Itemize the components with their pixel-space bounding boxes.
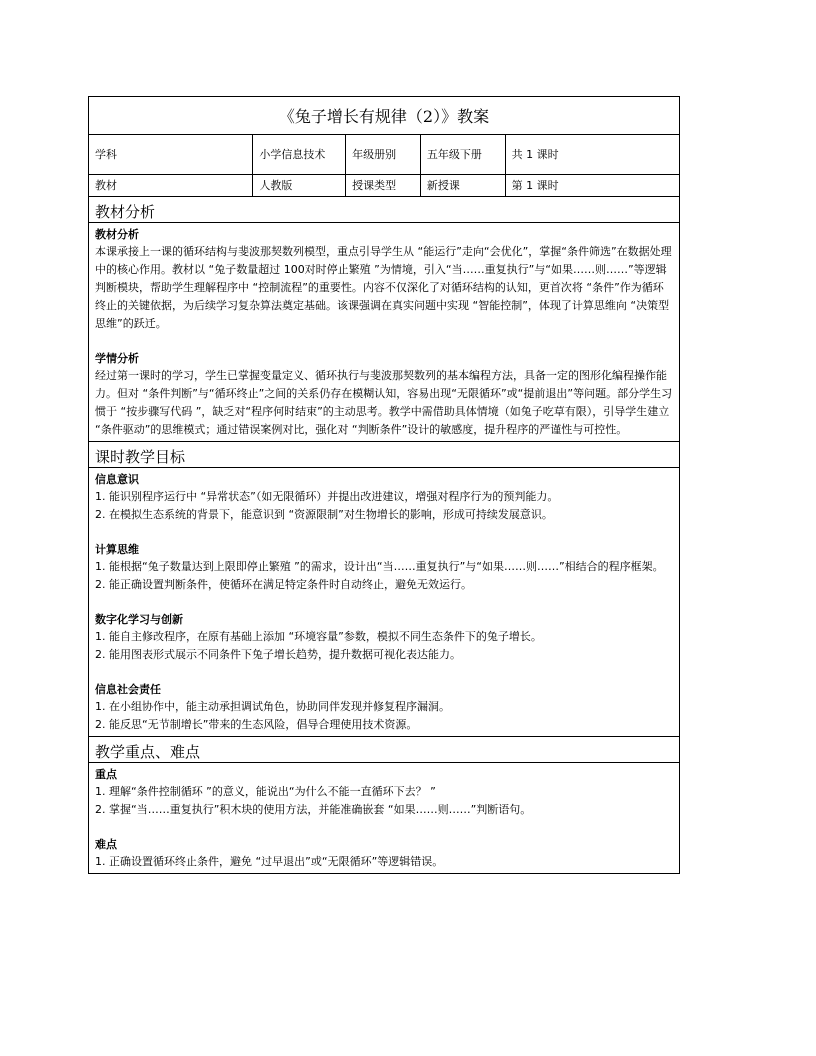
goal-item: 1. 能根据“兔子数量达到上限即停止繁殖 ”的需求，设计出“当……重复执行”与“如果……则……”相结合的程序框架。	[95, 560, 664, 573]
lesson-type-label: 授课类型	[346, 175, 421, 196]
textbook-value: 人教版	[253, 175, 346, 196]
goal-group-title: 数字化学习与创新	[95, 613, 183, 626]
goal-item: 2. 在模拟生态系统的背景下，能意识到 “资源限制”对生物增长的影响，形成可持续发展意识。	[95, 508, 553, 521]
analysis-heading: 教材分析	[89, 197, 679, 223]
key-points-heading: 教学重点、难点	[89, 737, 679, 763]
goal-group-title: 计算思维	[95, 543, 139, 556]
goal-item: 2. 能用图表形式展示不同条件下兔子增长趋势，提升数据可视化表达能力。	[95, 648, 461, 661]
subject-label: 学科	[89, 135, 253, 174]
grade-value: 五年级下册	[421, 135, 506, 174]
focus-item: 2. 掌握“当……重复执行”积木块的使用方法，并能准确嵌套 “如果……则……”判断语句。	[95, 803, 532, 816]
current-period: 第 1 课时	[511, 178, 559, 192]
info-row-2	[89, 175, 679, 197]
lesson-type-value: 新授课	[421, 175, 506, 196]
key-points-body	[89, 763, 679, 873]
goal-item: 2. 能正确设置判断条件，使循环在满足特定条件时自动终止，避免无效运行。	[95, 578, 472, 591]
info-row-1	[89, 135, 679, 175]
goals-heading: 课时教学目标	[89, 442, 679, 468]
goal-item: 1. 在小组协作中，能主动承担调试角色，协助同伴发现并修复程序漏洞。	[95, 700, 450, 713]
total-periods: 共 1 课时	[511, 147, 559, 161]
focus-item: 1. 理解“条件控制循环 ”的意义，能说出“为什么不能一直循环下去？ ”	[95, 785, 436, 798]
difficulty-title: 难点	[95, 838, 117, 851]
grade-label: 年级册别	[346, 135, 421, 174]
analysis-body	[89, 223, 679, 442]
goal-group-title: 信息社会责任	[95, 683, 161, 696]
student-analysis-text: 经过第一课时的学习，学生已掌握变量定义、循环执行与斐波那契数列的基本编程方法，具备一定的图形化编程操作能力。但对 “条件判断”与“循环终止”之间的关系仍存在模糊认知，容易出现“无限循环”或“提前退出”等问题。部分学生习惯于 “按步骤写代码 ”，缺乏对“程序何时结束”的主动思考。教学中需借助具体情境（如兔子吃草有限），引导学生建立 “条件驱动”的思维模式；通过错误案例对比，强化对 “判断条件”设计的敏感度，提升程序的严谨性与可控性。	[95, 369, 673, 436]
goal-group-title: 信息意识	[95, 473, 139, 486]
material-analysis-title: 教材分析	[95, 228, 139, 241]
goal-item: 1. 能识别程序运行中 “异常状态”（如无限循环）并提出改进建议，增强对程序行为的预判能力。	[95, 490, 559, 503]
lesson-plan-table	[88, 96, 680, 874]
textbook-label: 教材	[89, 175, 253, 196]
difficulty-item: 1. 正确设置循环终止条件，避免 “过早退出”或“无限循环”等逻辑错误。	[95, 855, 444, 868]
goal-item: 1. 能自主修改程序，在原有基础上添加 “环境容量”参数，模拟不同生态条件下的兔子增长。	[95, 630, 542, 643]
document-title: 《兔子增长有规律（2）》教案	[89, 97, 679, 135]
focus-title: 重点	[95, 768, 117, 781]
goal-item: 2. 能反思“无节制增长”带来的生态风险，倡导合理使用技术资源。	[95, 718, 418, 731]
goals-body	[89, 468, 679, 737]
student-analysis-title: 学情分析	[95, 352, 139, 365]
material-analysis-text: 本课承接上一课的循环结构与斐波那契数列模型，重点引导学生从 “能运行”走向“会优化”，掌握“条件筛选”在数据处理中的核心作用。教材以 “兔子数量超过 100对时停止繁殖 ”为情境，引入“当……重复执行”与“如果……则……”等逻辑判断模块，帮助学生理解程序中 “控制流程”的重要性。内容不仅深化了对循环结构的认知，更首次将 “条件”作为循环终止的关键依据，为后续学习复杂算法奠定基础。该课强调在真实问题中实现 “智能控制”，体现了计算思维向 “决策型思维”的跃迁。	[95, 245, 672, 330]
subject-value: 小学信息技术	[253, 135, 346, 174]
